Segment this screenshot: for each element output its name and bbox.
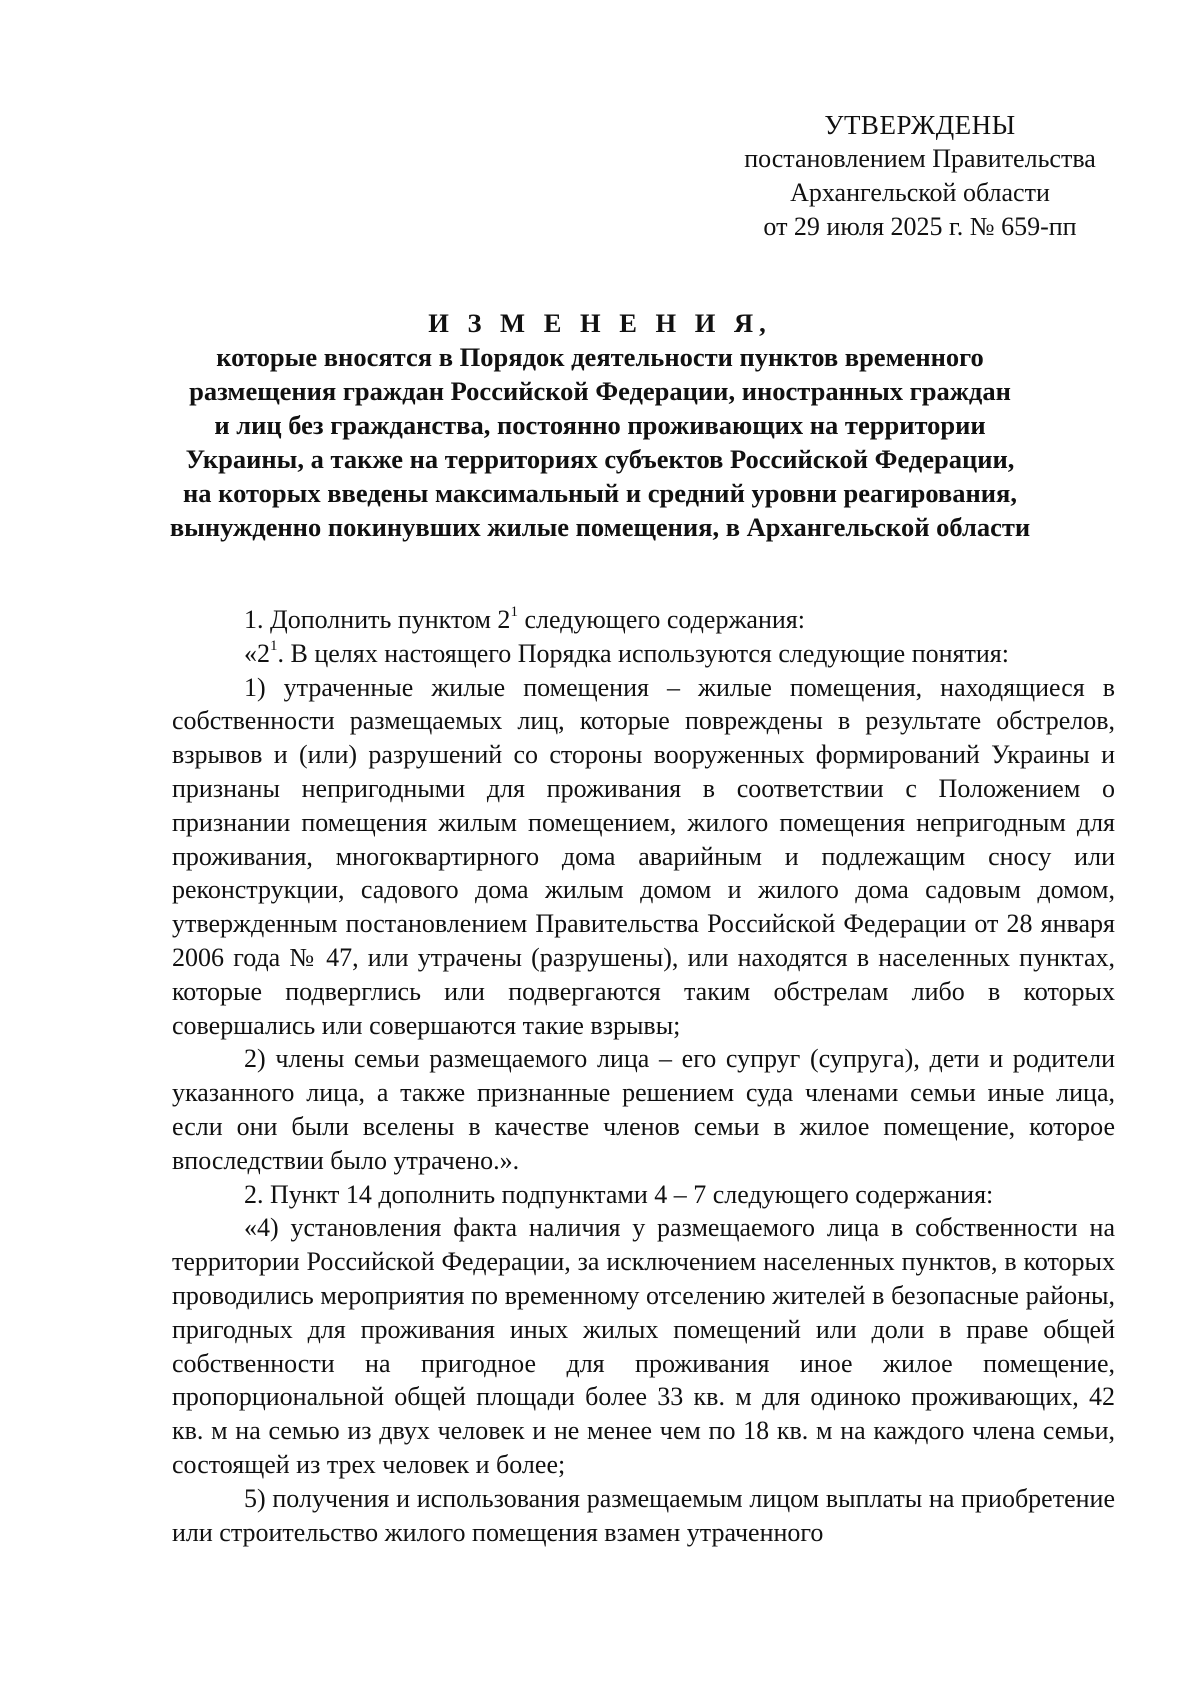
paragraph-2-end: . В целях настоящего Порядка используются следующие понятия: [277,638,1009,668]
heading-line-5: на которых введены максимальный и средний уровни реагирования, [183,478,1017,508]
paragraph-3: 1) утраченные жилые помещения – жилые помещения, находящиеся в собственности размещаемых лиц, которые повреждены в результате обстрелов, взрывов и (или) разрушений со стороны вооруженных формирований Украины и признаны непригодными для проживания в соответствии с Положением о признании помещения жилым помещением, жилого помещения непригодным для проживания, многоквартирного дома аварийным и подлежащим сносу или реконструкции, садового дома жилым домом и жилого дома садовым домом, утвержденным постановлением Правительства Российской Федерации от 28 января 2006 года № 47, или утрачены (разрушены), или находятся в населенных пунктах, которые подверглись или подвергаются таким обстрелам либо в которых совершались или совершаются такие взрывы; [172,672,1115,1040]
document-heading [150,306,1050,544]
paragraph-6: «4) установления факта наличия у размещаемого лица в собственности на территории Российской Федерации, за исключением населенных пунктов, в которых проводились мероприятия по временному отселению жителей в безопасные районы, пригодных для проживания иных жилых помещений или доли в праве общей собственности на пригодное для проживания иное жилое помещение, пропорциональной общей площади более 33 кв. м для одиноко проживающих, 42 кв. м на семью из двух человек и не менее чем по 18 кв. м на каждого члена семьи, состоящей из трех человек и более; [172,1213,1115,1479]
approval-line-1: постановлением Правительства [744,144,1096,173]
heading-line-2: размещения граждан Российской Федерации, иностранных граждан [189,376,1011,406]
paragraph-5: 2. Пункт 14 дополнить подпунктами 4 – 7 следующего содержания: [244,1179,994,1209]
paragraph-2 [172,637,1115,671]
document-body [172,603,1115,1549]
heading-title: И З М Е Н Е Н И Я, [428,308,772,338]
paragraph-4: 2) члены семьи размещаемого лица – его супруг (супруга), дети и родители указанного лица, а также признанные решением суда членами семьи иные лица, если они были вселены в качестве членов семьи в жилое помещение, которое впоследствии было утрачено.». [172,1044,1115,1175]
paragraph-7: 5) получения и использования размещаемым лицом выплаты на приобретение или строительство жилого помещения взамен утраченного [172,1483,1115,1547]
paragraph-1 [172,603,1115,637]
paragraph-2-superscript: 1 [270,638,278,655]
paragraph-1-end: следующего содержания: [517,605,805,634]
approval-title: УТВЕРЖДЕНЫ [824,110,1016,140]
paragraph-2-start: «2 [244,638,270,668]
heading-line-6: вынужденно покинувших жилые помещения, в Архангельской области [169,512,1031,542]
heading-line-4: Украины, а также на территориях субъектов Российской Федерации, [185,444,1015,474]
approval-block [700,108,1140,244]
approval-line-2: Архангельской области [790,178,1050,207]
paragraph-1-superscript: 1 [510,604,518,621]
approval-line-3: от 29 июля 2025 г. № 659-пп [763,212,1077,241]
paragraph-1-start: 1. Дополнить пунктом 2 [244,605,511,634]
heading-line-1: которые вносятся в Порядок деятельности пунктов временного [216,342,984,372]
heading-line-3: и лиц без гражданства, постоянно проживающих на территории [214,410,986,440]
